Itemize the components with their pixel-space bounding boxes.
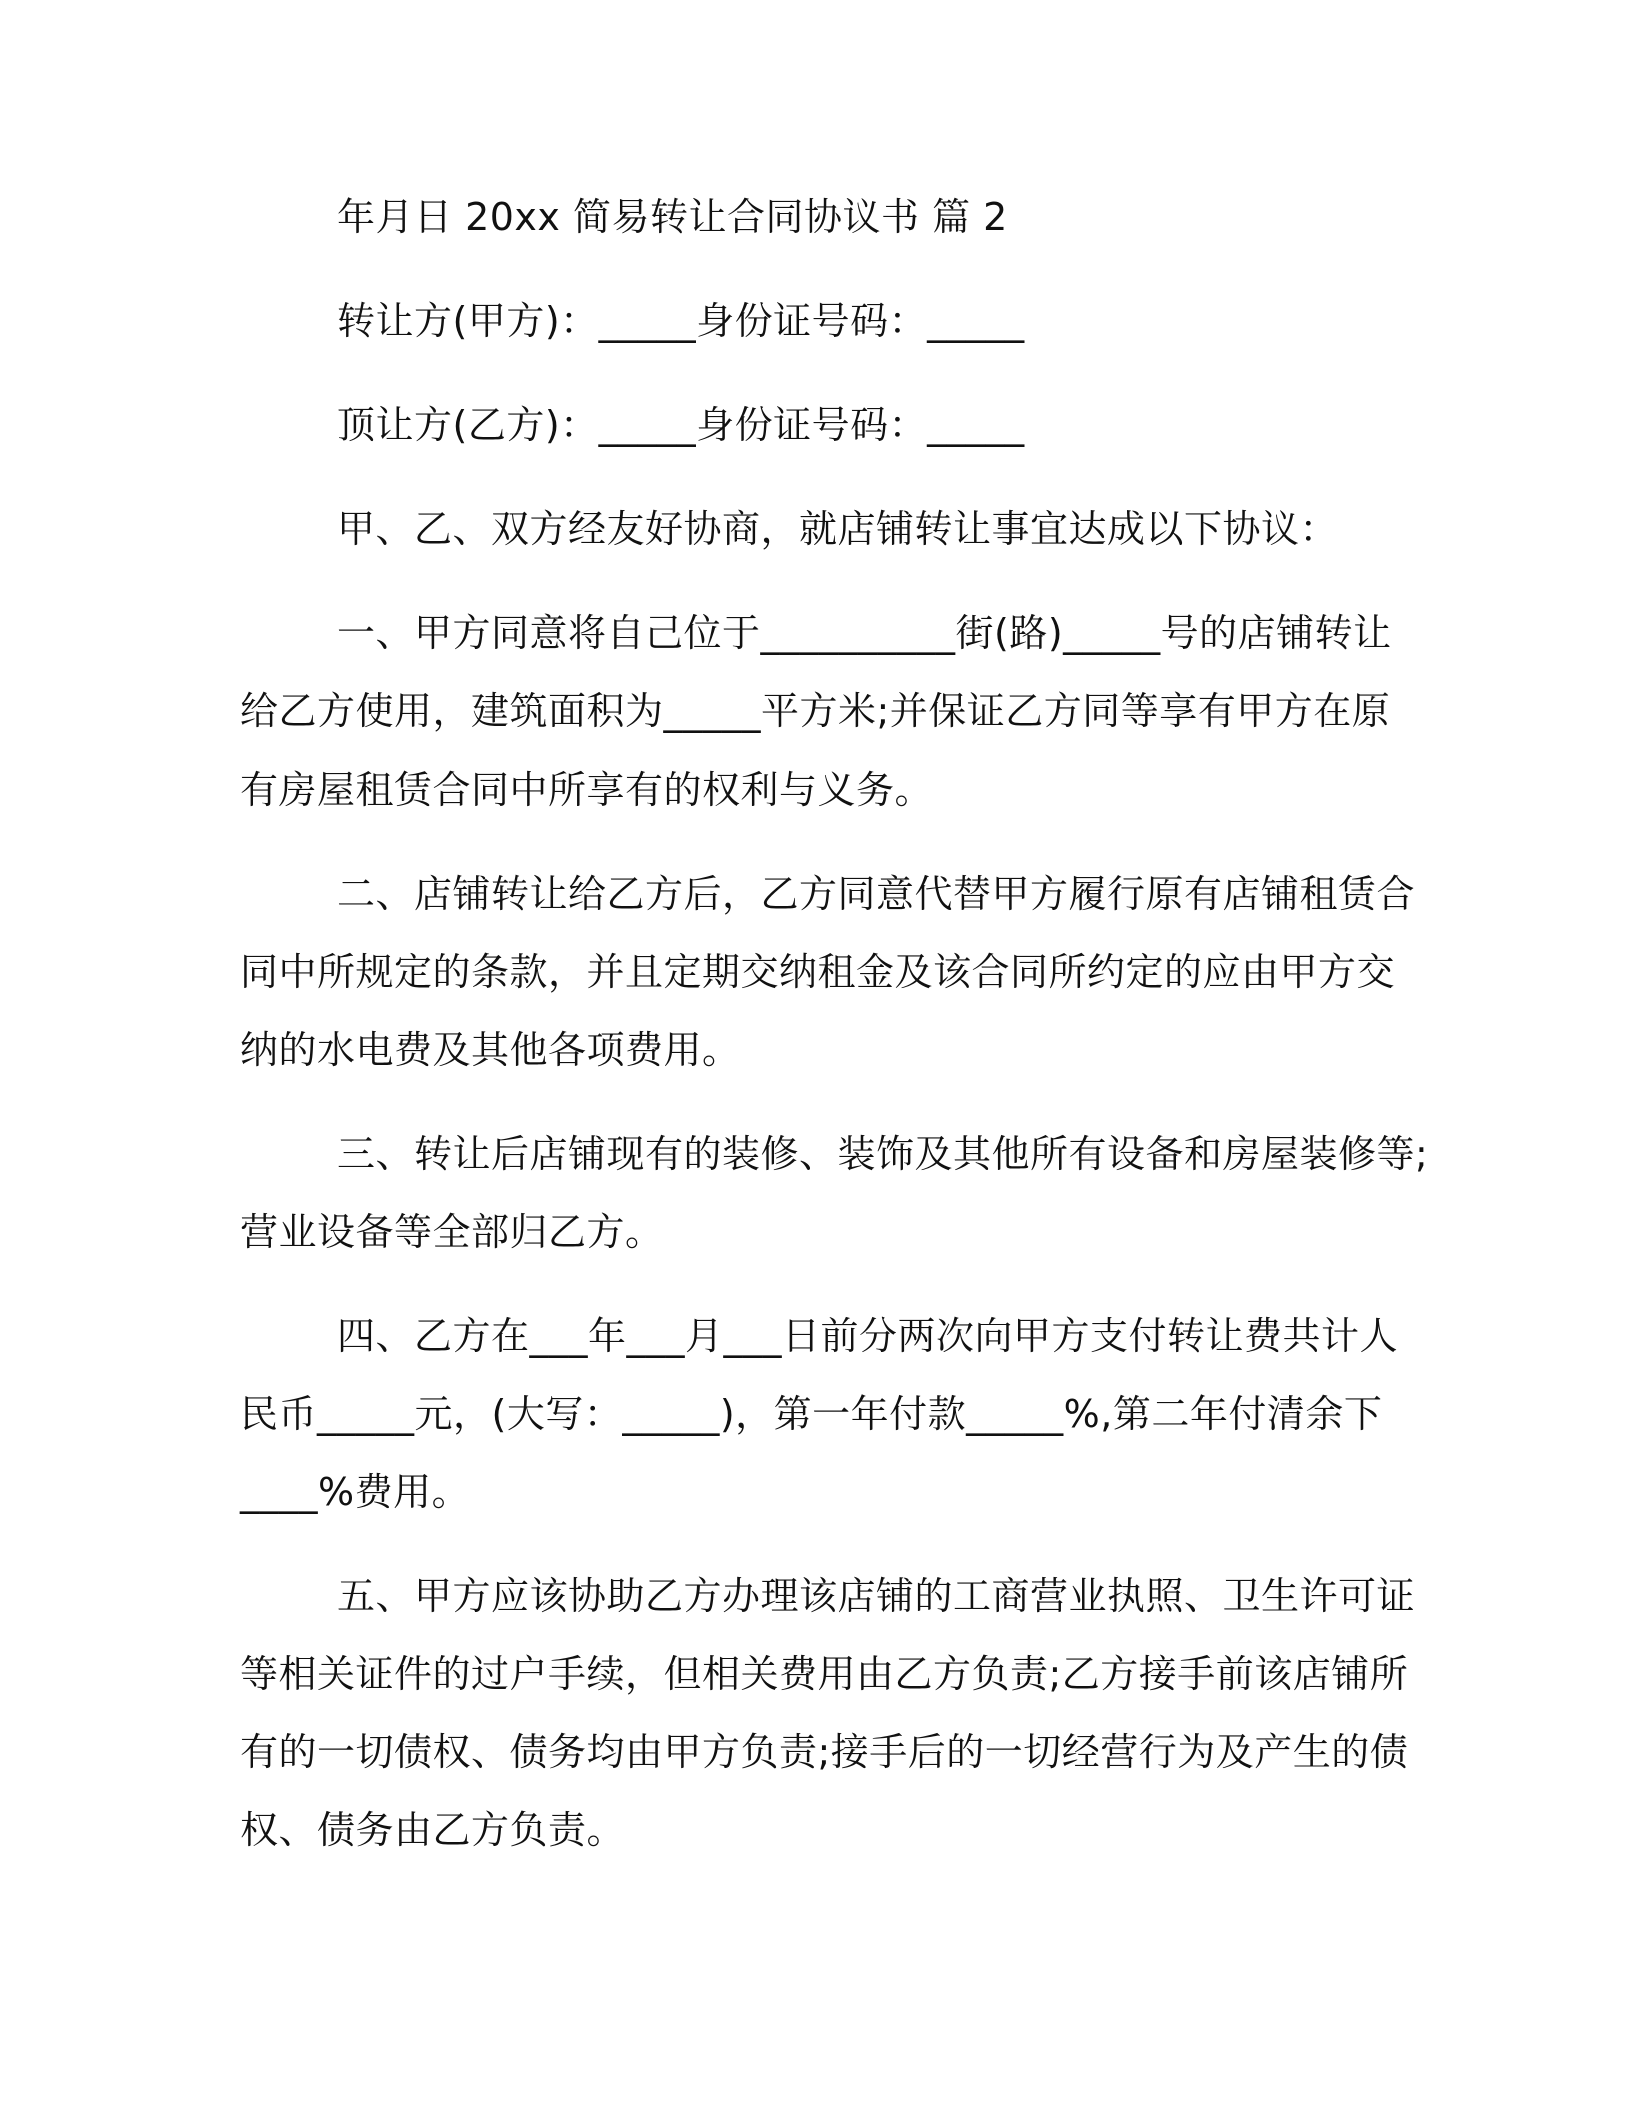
clause-5-line-2: 等相关证件的过户手续，但相关费用由乙方负责;乙方接手前该店铺所: [240, 1652, 1409, 1696]
clause-2-line-3: 纳的水电费及其他各项费用。: [240, 1028, 741, 1072]
intro-paragraph: 甲、乙、双方经友好协商，就店铺转让事宜达成以下协议：: [337, 507, 1339, 551]
clause-4-line-1: 四、乙方在___年___月___日前分两次向甲方支付转让费共计人: [337, 1314, 1399, 1358]
clause-2-line-1: 二、店铺转让给乙方后，乙方同意代替甲方履行原有店铺租赁合: [337, 872, 1416, 916]
clause-4-line-3: ____%费用。: [240, 1470, 471, 1514]
clause-1-line-2: 给乙方使用，建筑面积为_____平方米;并保证乙方同等享有甲方在原: [240, 689, 1391, 733]
clause-5-line-4: 权、债务由乙方负责。: [240, 1808, 626, 1852]
clause-3-line-2: 营业设备等全部归乙方。: [240, 1210, 664, 1254]
clause-1-line-1: 一、甲方同意将自己位于__________街(路)_____号的店铺转让: [337, 611, 1392, 655]
clause-5-line-1: 五、甲方应该协助乙方办理该店铺的工商营业执照、卫生许可证: [337, 1574, 1416, 1618]
clause-2-line-2: 同中所规定的条款，并且定期交纳租金及该合同所约定的应由甲方交: [240, 950, 1396, 994]
clause-3-line-1: 三、转让后店铺现有的装修、装饰及其他所有设备和房屋装修等;: [337, 1132, 1429, 1176]
clause-5-line-3: 有的一切债权、债务均由甲方负责;接手后的一切经营行为及产生的债: [240, 1730, 1409, 1774]
document-heading: 年月日 20xx 简易转让合同协议书 篇 2: [337, 195, 1008, 239]
party-a-line: 转让方(甲方)：_____身份证号码：_____: [337, 299, 1025, 343]
clause-1-line-3: 有房屋租赁合同中所享有的权利与义务。: [240, 768, 934, 812]
clause-4-line-2: 民币_____元，(大写：_____)，第一年付款_____%,第二年付清余下: [240, 1392, 1383, 1436]
party-b-line: 顶让方(乙方)：_____身份证号码：_____: [337, 403, 1025, 447]
